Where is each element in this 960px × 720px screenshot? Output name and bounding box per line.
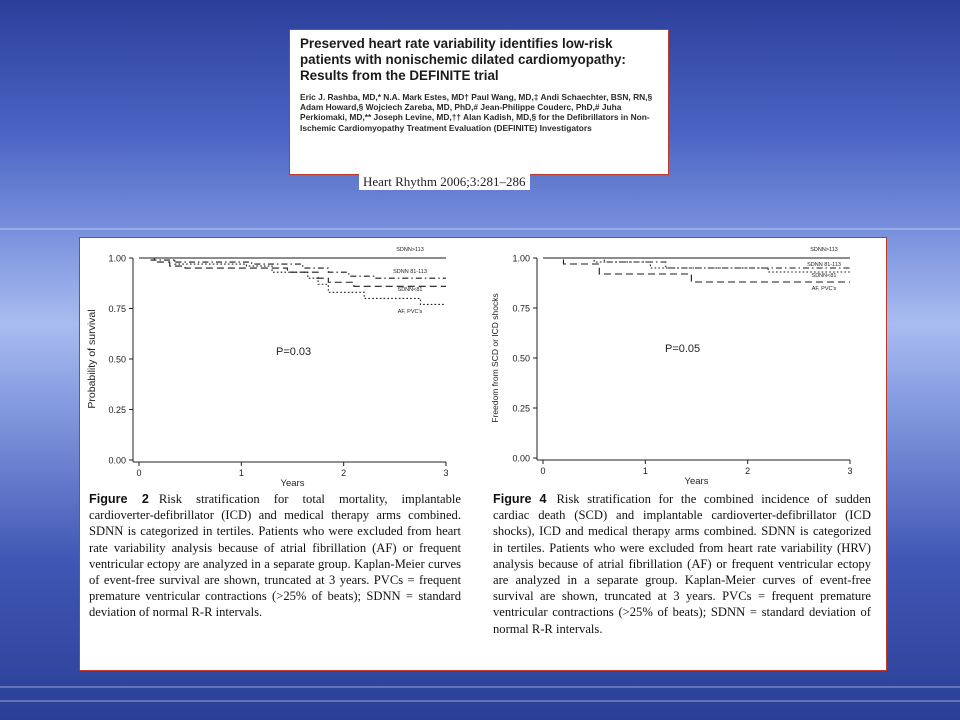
- y-tick-label: 0.50: [108, 354, 126, 365]
- y-tick-label: 0.00: [108, 455, 126, 466]
- x-tick-label: 3: [443, 468, 449, 478]
- x-axis-label: Years: [280, 478, 305, 488]
- figure-2-caption-text: Risk stratification for total mortality, implantable cardioverter-defibrillator (ICD) and medical therapy arms combined. SDNN is categorized in tertiles. Patients who were excluded from heart rate variability analysis because of atrial fibrillation (AF) or frequent ventricular ectopy are analyzed in a separate group. Kaplan-Meier curves of event-free survival are shown, truncated at 3 years. PVCs = frequent premature ventricular contractions (>25% of beats); SDNN = standard deviation of normal R-R intervals.: [89, 492, 461, 620]
- x-axis-label: Years: [684, 476, 709, 487]
- y-tick-label: 0.75: [108, 304, 126, 314]
- series-label-3: AF, PVC's: [811, 286, 837, 292]
- y-axis-label: Freedom from SCD or ICD shocks: [490, 293, 500, 423]
- y-tick-label: 0.75: [512, 303, 530, 314]
- journal-citation: Heart Rhythm 2006;3:281–286: [359, 174, 530, 190]
- series-label-2: SDNN<81: [811, 273, 837, 279]
- series-label-1: SDNN 81-113: [393, 269, 427, 275]
- x-tick-label: 2: [341, 468, 347, 478]
- paper-authors: Eric J. Rashba, MD,* N.A. Mark Estes, MD† Paul Wang, MD,‡ Andi Schaechter, BSN, RN,§ Adam Howard,§ Wojciech Zareba, MD, PhD,# Jean-Philippe Couderc, PhD,# Juha Perkiomaki, MD,** Joseph Levine, MD,†† Alan Kadish, MD,§ for the Defibrillators in Non-Ischemic Cardiomyopathy Treatment Evaluation (DEFINITE) Investigators: [300, 92, 653, 133]
- p-value-annotation: P=0.05: [665, 343, 701, 355]
- figure-4-caption: [493, 491, 871, 637]
- paper-title-card: [289, 29, 669, 175]
- figure-4-chart: [484, 238, 888, 488]
- x-tick-label: 1: [238, 468, 244, 478]
- figure-2-plot: [80, 238, 484, 488]
- series-line-3: [543, 258, 850, 282]
- series-line-2: [543, 258, 850, 272]
- y-tick-label: 0.50: [512, 353, 530, 364]
- figure-2-label: Figure 2: [89, 492, 149, 506]
- series-label-1: SDNN 81-113: [807, 262, 841, 268]
- series-label-0: SDNN>113: [396, 247, 424, 253]
- x-tick-label: 0: [540, 466, 546, 476]
- bg-streak: [0, 700, 960, 702]
- p-value-annotation: P=0.03: [276, 346, 312, 358]
- x-tick-label: 1: [642, 466, 648, 476]
- bg-streak: [0, 686, 960, 688]
- y-tick-label: 0.25: [512, 403, 530, 414]
- series-line-3: [139, 258, 446, 304]
- y-tick-label: 1.00: [108, 253, 126, 264]
- paper-title: Preserved heart rate variability identifies low-risk patients with nonischemic dilated cardiomyopathy: Results from the DEFINITE trial: [300, 36, 626, 83]
- figure-4-plot: [484, 238, 888, 488]
- x-tick-label: 0: [136, 468, 142, 478]
- figure-4-label: Figure 4: [493, 492, 547, 506]
- x-tick-label: 3: [847, 466, 853, 476]
- series-line-1: [543, 258, 850, 268]
- y-tick-label: 0.00: [512, 453, 530, 464]
- figures-panel: [79, 237, 887, 671]
- figure-2-chart: [80, 238, 484, 488]
- x-tick-label: 2: [745, 466, 751, 476]
- y-tick-label: 0.25: [108, 405, 126, 415]
- y-axis-label: Probability of survival: [86, 309, 98, 409]
- series-label-2: SDNN<81: [397, 287, 423, 293]
- figure-2-caption: [89, 491, 461, 621]
- bg-streak: [0, 228, 960, 230]
- series-label-3: AF, PVC's: [397, 309, 423, 315]
- y-tick-label: 1.00: [512, 253, 530, 264]
- figure-4-caption-text: Risk stratification for the combined incidence of sudden cardiac death (SCD) and implantable cardioverter-defibrillator (ICD shocks), ICD and medical therapy arms combined. SDNN is categorized in tertiles. Patients who were excluded from heart rate variability (HRV) analysis because of atrial fibrillation (AF) or frequent ventricular ectopy are analyzed in a separate group. Kaplan-Meier curves of event-free survival are shown, truncated at 3 years. PVCs = frequent premature ventricular contractions (>25% of beats); SDNN = standard deviation of normal R-R intervals.: [493, 492, 871, 636]
- series-label-0: SDNN>113: [810, 247, 838, 253]
